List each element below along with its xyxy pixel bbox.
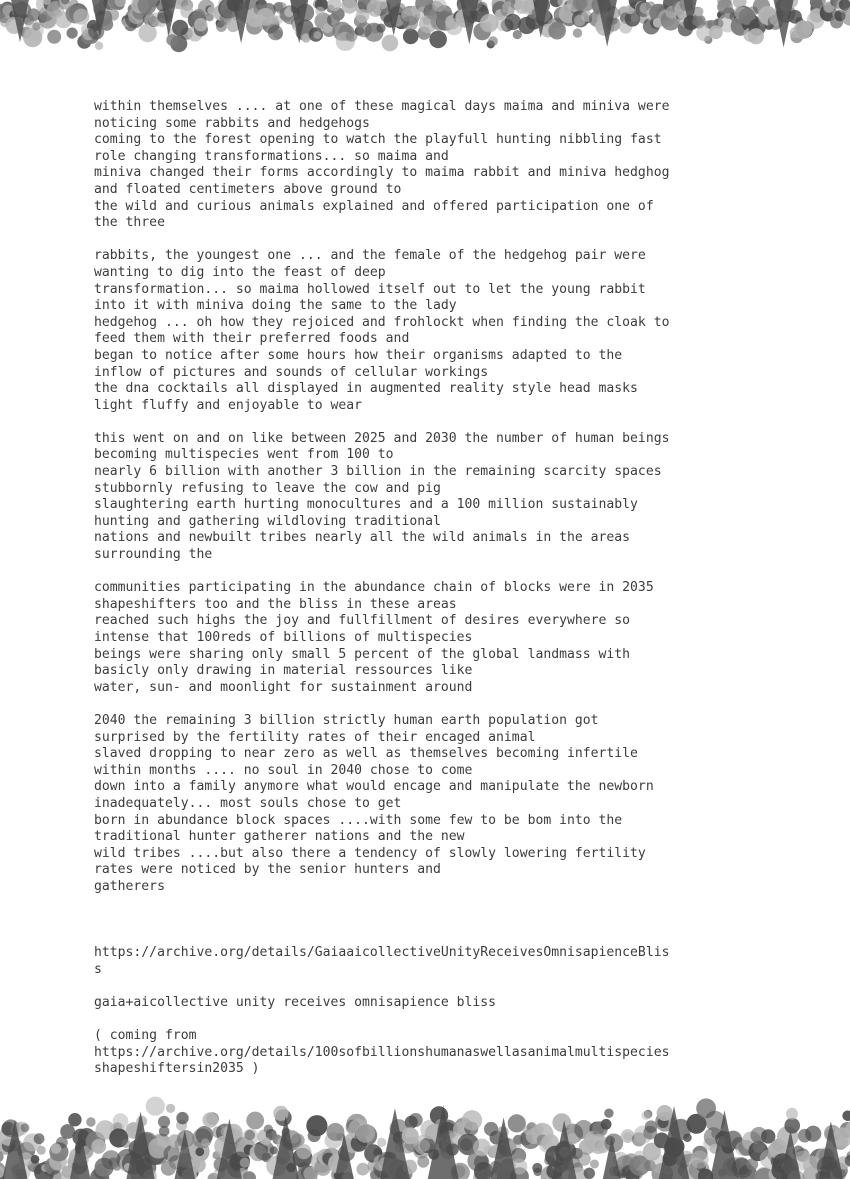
foliage-blob	[146, 1097, 165, 1116]
spacer	[94, 912, 754, 945]
foliage-blob	[95, 42, 103, 50]
source-link[interactable]: https://archive.org/details/100sofbillionshumanaswellasanimalmultispecies	[94, 1044, 670, 1060]
foliage-blob	[270, 1146, 278, 1154]
foliage-blob	[356, 9, 370, 23]
text-line: slaughtering earth hurting monocultures and a 100 million sustainably	[94, 497, 638, 513]
text-line: down into a family anymore what would encage and manipulate the newborn	[94, 779, 654, 795]
foliage-blob	[31, 1155, 40, 1164]
foliage-blob	[21, 1123, 30, 1132]
foliage-blob	[604, 1109, 613, 1118]
foliage-blob	[590, 1160, 599, 1169]
foliage-blob	[47, 30, 61, 44]
paragraph-2	[94, 248, 754, 414]
foliage-blob	[683, 1133, 692, 1142]
text-line: role changing transformations... so maima and	[94, 148, 449, 164]
foliage-blob	[842, 1111, 850, 1122]
text-line: surrounding the	[94, 547, 213, 563]
forest-border-bottom	[0, 1093, 850, 1179]
foliage-blob	[532, 1163, 542, 1173]
text-line: communities participating in the abundance chain of blocks were in 2035	[94, 580, 654, 596]
foliage-blob	[356, 1163, 369, 1176]
foliage-blob	[382, 35, 399, 52]
foliage-blob	[306, 1115, 327, 1136]
foliage-blob	[377, 1138, 386, 1147]
text-line: stubbornly refusing to leave the cow and pig	[94, 480, 441, 496]
foliage-blob	[313, 31, 321, 39]
text-line: coming to the forest opening to watch the playfull hunting nibbling fast	[94, 132, 662, 148]
foliage-blob	[429, 31, 447, 49]
archive-title: gaia+aicollective unity receives omnisapience bliss	[94, 994, 497, 1010]
foliage-blob	[67, 27, 78, 38]
paragraph-3	[94, 431, 754, 564]
foliage-blob	[262, 1137, 271, 1146]
coming-from-label: ( coming from	[94, 1028, 197, 1044]
foliage-blob	[577, 1152, 590, 1165]
foliage-blob	[166, 34, 178, 46]
foliage-blob	[166, 1104, 175, 1113]
text-line: wild tribes ....but also there a tendency of slowly lowering fertility	[94, 845, 646, 861]
foliage-blob	[201, 1138, 209, 1146]
foliage-blob	[573, 28, 582, 37]
text-line: miniva changed their forms accordingly to maima rabbit and miniva hedghog	[94, 165, 670, 181]
foliage-blob	[601, 1119, 612, 1130]
foliage-blob	[273, 30, 282, 39]
foliage-blob	[246, 1112, 264, 1130]
text-line: intense that 100reds of billions of multispecies	[94, 630, 473, 645]
foliage-blob	[462, 1110, 482, 1130]
foliage-blob	[240, 1158, 250, 1168]
text-line: transformation... so maima hollowed itself out to let the young rabbit	[94, 281, 646, 297]
foliage-blob	[417, 1156, 429, 1168]
foliage-blob	[488, 36, 498, 46]
foliage-blob	[748, 28, 764, 44]
text-line: hedgehog ... oh how they rejoiced and frohlockt when finding the cloak to	[94, 314, 670, 330]
foliage-blob	[315, 7, 324, 16]
source-block	[94, 1028, 754, 1078]
foliage-blob	[195, 1147, 204, 1156]
foliage-blob	[376, 24, 385, 33]
text-line: water, sun- and moonlight for sustainment around	[94, 679, 473, 695]
foliage-blob	[113, 1113, 129, 1129]
foliage-blob	[691, 1151, 709, 1169]
text-line: within months .... no soul in 2040 chose to come	[94, 762, 473, 778]
paragraph-5	[94, 713, 754, 896]
foliage-blob	[641, 1111, 650, 1120]
text-line: inadequately... most souls chose to get	[94, 795, 402, 811]
foliage-blob	[694, 7, 703, 16]
text-line: this went on and on like between 2025 and 2030 the number of human beings	[94, 430, 670, 446]
forest-border-top	[0, 0, 850, 62]
foliage-blob	[37, 1146, 46, 1155]
text-line: hunting and gathering wildloving traditional	[94, 513, 441, 529]
document-body	[94, 99, 754, 1094]
text-line: 2040 the remaining 3 billion strictly human earth population got	[94, 712, 599, 728]
text-line: into it with miniva doing the same to the lady	[94, 298, 457, 314]
foliage-blob	[548, 22, 566, 40]
foliage-blob	[403, 16, 418, 31]
archive-link-block	[94, 945, 754, 978]
foliage-blob	[202, 1112, 218, 1128]
text-line: the dna cocktails all displayed in augmented reality style head masks	[94, 381, 638, 397]
forest-treeline-bottom-icon	[0, 1093, 850, 1179]
text-line: gatherers	[94, 878, 165, 894]
foliage-blob	[409, 1113, 423, 1127]
foliage-blob	[356, 1124, 375, 1143]
foliage-blob	[51, 1143, 62, 1154]
text-line: born in abundance block spaces ....with some few to be bom into the	[94, 812, 623, 828]
text-line: slaved dropping to near zero as well as themselves becoming infertile	[94, 746, 638, 762]
text-line: traditional hunter gatherer nations and the new	[94, 829, 465, 845]
text-line: within themselves .... at one of these magical days maima and miniva were	[94, 99, 670, 114]
text-line: and floated centimeters above ground to	[94, 181, 402, 197]
foliage-blob	[194, 18, 207, 31]
foliage-blob	[94, 1145, 103, 1154]
text-line: light fluffy and enjoyable to wear	[94, 397, 363, 413]
foliage-blob	[68, 1113, 81, 1126]
archive-title-block	[94, 995, 754, 1012]
foliage-blob	[107, 9, 119, 21]
foliage-blob	[786, 1108, 798, 1120]
text-line: rates were noticed by the senior hunters and	[94, 862, 441, 878]
foliage-blob	[73, 9, 89, 25]
text-line: basicly only drawing in material ressources like	[94, 663, 473, 679]
archive-link-continuation[interactable]: s	[94, 961, 102, 977]
foliage-blob	[176, 1112, 188, 1124]
foliage-blob	[34, 1133, 45, 1144]
foliage-blob	[242, 1129, 258, 1145]
text-line: nearly 6 billion with another 3 billion in the remaining scarcity spaces	[94, 464, 662, 480]
text-line: began to notice after some hours how their organisms adapted to the	[94, 347, 623, 363]
text-line: beings were sharing only small 5 percent of the global landmass with	[94, 646, 631, 662]
text-line: noticing some rabbits and hedgehogs	[94, 115, 370, 131]
text-line: nations and newbuilt tribes nearly all the wild animals in the areas	[94, 530, 631, 546]
text-line: the three	[94, 215, 165, 231]
foliage-blob	[86, 1117, 95, 1126]
foliage-blob	[296, 1144, 311, 1159]
text-line: the wild and curious animals explained and offered participation one of	[94, 198, 654, 214]
text-line: inflow of pictures and sounds of cellular workings	[94, 364, 489, 380]
foliage-blob	[584, 1168, 595, 1179]
foliage-blob	[805, 1126, 821, 1142]
foliage-blob	[657, 1105, 673, 1121]
foliage-blob	[631, 14, 639, 22]
forest-treeline-top-icon	[0, 0, 850, 62]
text-line: surprised by the fertility rates of their encaged animal	[94, 729, 536, 745]
foliage-blob	[159, 1126, 170, 1137]
text-line: shapeshifters too and the bliss in these areas	[94, 596, 457, 612]
foliage-blob	[477, 2, 487, 12]
text-line: feed them with their preferred foods and	[94, 331, 410, 347]
foliage-blob	[784, 1118, 800, 1134]
text-line: rabbits, the youngest one ... and the female of the hedgehog pair were	[94, 248, 646, 264]
source-link-continuation[interactable]: shapeshiftersin2035 )	[94, 1061, 260, 1077]
text-line: wanting to dig into the feast of deep	[94, 264, 386, 280]
paragraph-1	[94, 99, 754, 232]
text-line: becoming multispecies went from 100 to	[94, 447, 394, 463]
archive-link[interactable]: https://archive.org/details/GaiaaicollectiveUnityReceivesOmnisapienceBlis	[94, 945, 670, 961]
text-line: reached such highs the joy and fullfillment of desires everywhere so	[94, 613, 631, 629]
paragraph-4	[94, 580, 754, 696]
